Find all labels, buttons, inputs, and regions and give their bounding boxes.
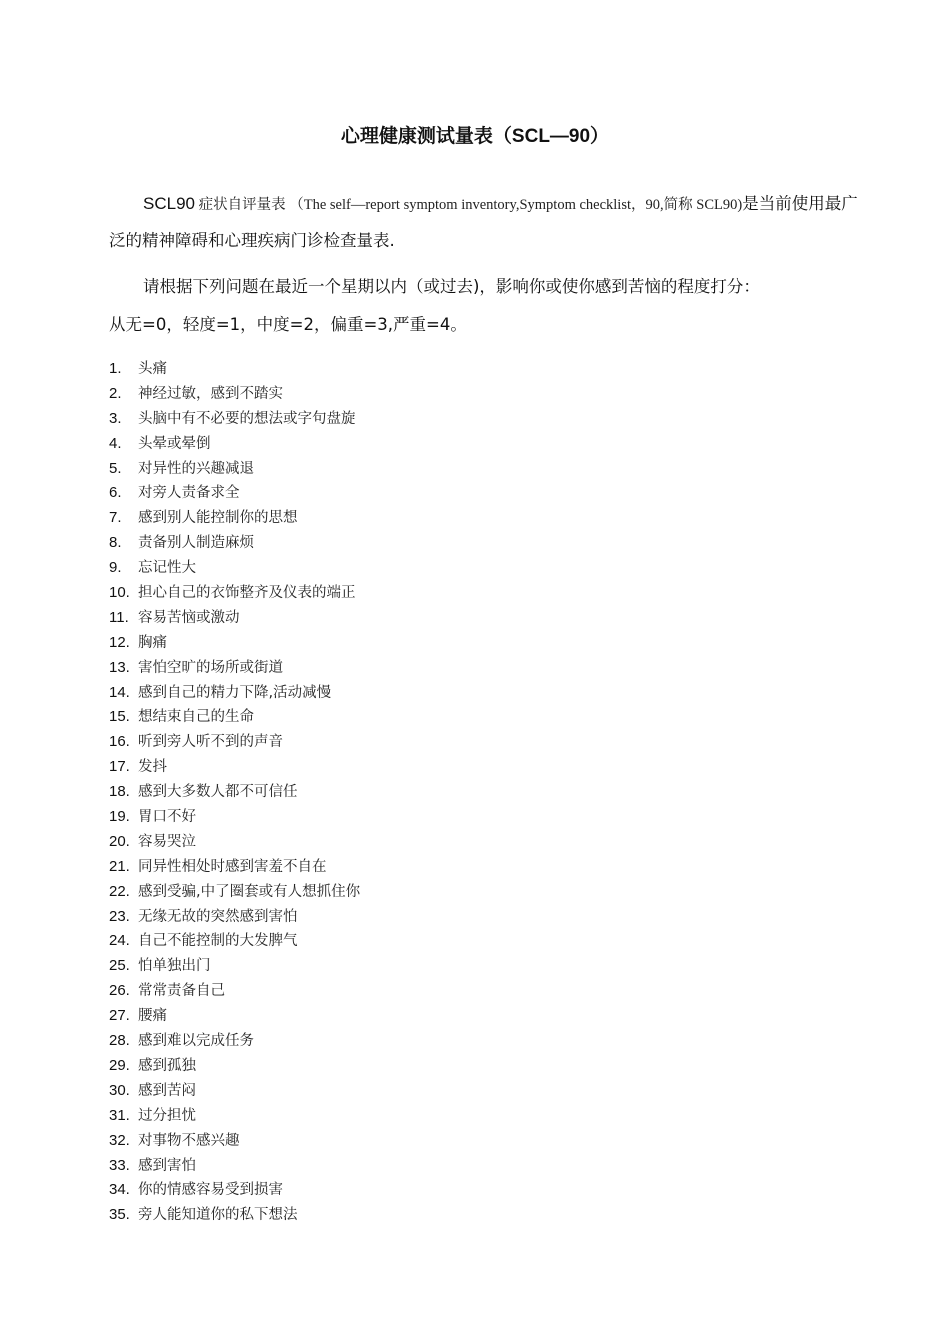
instruction-paragraph bbox=[109, 268, 859, 344]
list-item bbox=[109, 656, 809, 681]
item-text: 容易苦恼或激动 bbox=[138, 609, 240, 626]
item-number: 7. bbox=[109, 509, 122, 527]
item-text: 头痛 bbox=[138, 361, 167, 377]
list-item bbox=[109, 432, 809, 457]
item-text: 感到苦闷 bbox=[138, 1082, 196, 1099]
list-item bbox=[109, 1004, 809, 1029]
list-item bbox=[109, 407, 809, 432]
item-number: 26. bbox=[109, 982, 130, 1000]
item-text: 过分担忧 bbox=[138, 1107, 196, 1124]
intro-paragraph bbox=[109, 186, 859, 259]
item-number: 35. bbox=[109, 1206, 130, 1224]
list-item bbox=[109, 1203, 809, 1228]
item-number: 21. bbox=[109, 857, 130, 875]
list-item bbox=[109, 481, 809, 506]
list-item bbox=[109, 581, 809, 606]
item-text: 发抖 bbox=[138, 759, 167, 776]
list-item bbox=[109, 929, 809, 954]
item-number: 28. bbox=[109, 1032, 130, 1050]
list-item bbox=[109, 531, 809, 556]
item-text: 怕单独出门 bbox=[138, 958, 211, 975]
item-number: 34. bbox=[109, 1181, 130, 1199]
intro-description-cont: 是当前使用最广泛的精神障碍和心理疾病门诊检查量表. bbox=[109, 194, 858, 250]
list-item bbox=[109, 755, 809, 780]
item-text: 同异性相处时感到害羞不自在 bbox=[138, 858, 327, 875]
item-text: 害怕空旷的场所或街道 bbox=[138, 659, 283, 676]
item-number: 14. bbox=[109, 683, 130, 701]
list-item bbox=[109, 855, 809, 880]
item-number: 1. bbox=[109, 360, 122, 377]
item-text: 胃口不好 bbox=[138, 809, 196, 826]
intro-lead: SCL90 bbox=[143, 194, 195, 213]
item-number: 29. bbox=[109, 1056, 130, 1074]
item-number: 5. bbox=[109, 459, 122, 477]
list-item bbox=[109, 681, 809, 706]
list-item bbox=[109, 606, 809, 631]
item-text: 神经过敏，感到不踏实 bbox=[138, 385, 283, 402]
list-item bbox=[109, 805, 809, 830]
list-item bbox=[109, 1154, 809, 1179]
item-text: 头晕或晕倒 bbox=[138, 435, 211, 452]
intro-description: 症状自评量表 （The self—report symptom inventory,Symptom checklist，90,简称 SCL90) bbox=[194, 197, 743, 213]
item-text: 无缘无故的突然感到害怕 bbox=[138, 908, 298, 925]
item-text: 责备别人制造麻烦 bbox=[138, 535, 254, 552]
item-text: 感到孤独 bbox=[138, 1057, 196, 1074]
instruction-line-2: 从无=0，轻度=1，中度=2，偏重=3,严重=4。 bbox=[109, 315, 467, 334]
item-number: 13. bbox=[109, 658, 130, 676]
list-item bbox=[109, 1029, 809, 1054]
list-item bbox=[109, 1079, 809, 1104]
list-item bbox=[109, 954, 809, 979]
list-item bbox=[109, 1054, 809, 1079]
item-text: 忘记性大 bbox=[138, 560, 196, 577]
list-item bbox=[109, 631, 809, 656]
item-number: 9. bbox=[109, 559, 122, 577]
item-number: 25. bbox=[109, 957, 130, 975]
item-number: 19. bbox=[109, 808, 130, 826]
item-number: 4. bbox=[109, 434, 122, 452]
item-number: 8. bbox=[109, 534, 122, 552]
item-text: 想结束自己的生命 bbox=[138, 709, 254, 726]
item-text: 自己不能控制的大发脾气 bbox=[138, 933, 298, 950]
item-text: 听到旁人听不到的声音 bbox=[138, 734, 283, 751]
list-item bbox=[109, 1129, 809, 1154]
item-text: 对旁人责备求全 bbox=[138, 485, 240, 502]
item-text: 感到大多数人都不可信任 bbox=[138, 784, 298, 801]
item-number: 6. bbox=[109, 484, 122, 502]
item-text: 你的情感容易受到损害 bbox=[138, 1182, 283, 1199]
item-number: 15. bbox=[109, 708, 130, 726]
list-item bbox=[109, 705, 809, 730]
list-item bbox=[109, 1104, 809, 1129]
item-text: 旁人能知道你的私下想法 bbox=[138, 1207, 298, 1224]
list-item bbox=[109, 830, 809, 855]
item-number: 22. bbox=[109, 882, 130, 900]
list-item bbox=[109, 780, 809, 805]
item-text: 感到自己的精力下降,活动减慢 bbox=[138, 684, 332, 701]
list-item bbox=[109, 506, 809, 531]
item-number: 11. bbox=[109, 608, 129, 626]
list-item bbox=[109, 382, 809, 407]
item-number: 17. bbox=[109, 758, 130, 776]
list-item bbox=[109, 457, 809, 482]
item-text: 担心自己的衣饰整齐及仪表的端正 bbox=[138, 585, 356, 602]
item-text: 感到难以完成任务 bbox=[138, 1033, 254, 1050]
list-item bbox=[109, 1178, 809, 1203]
item-text: 感到受骗,中了圈套或有人想抓住你 bbox=[138, 883, 361, 900]
list-item bbox=[109, 730, 809, 755]
item-number: 32. bbox=[109, 1131, 130, 1149]
instruction-line-1: 请根据下列问题在最近一个星期以内（或过去)，影响你或使你感到苦恼的程度打分： bbox=[143, 277, 760, 296]
item-text: 感到害怕 bbox=[138, 1157, 196, 1174]
item-text: 常常责备自己 bbox=[138, 983, 225, 1000]
item-number: 2. bbox=[109, 384, 122, 402]
item-text: 胸痛 bbox=[138, 634, 167, 651]
item-text: 对事物不感兴趣 bbox=[138, 1132, 240, 1149]
item-number: 18. bbox=[109, 783, 130, 801]
item-text: 腰痛 bbox=[138, 1008, 167, 1025]
item-number: 30. bbox=[109, 1081, 130, 1099]
list-item bbox=[109, 905, 809, 930]
item-number: 20. bbox=[109, 832, 130, 850]
item-number: 12. bbox=[109, 633, 130, 651]
symptom-list bbox=[109, 357, 809, 1228]
item-number: 10. bbox=[109, 584, 130, 602]
item-text: 感到别人能控制你的思想 bbox=[138, 510, 298, 527]
page-title: 心理健康测试量表（SCL—90） bbox=[340, 126, 610, 147]
list-item bbox=[109, 556, 809, 581]
item-text: 头脑中有不必要的想法或字句盘旋 bbox=[138, 410, 356, 427]
item-number: 27. bbox=[109, 1007, 130, 1025]
item-number: 33. bbox=[109, 1156, 130, 1174]
item-number: 24. bbox=[109, 932, 130, 950]
list-item bbox=[109, 357, 809, 382]
item-text: 对异性的兴趣减退 bbox=[138, 460, 254, 477]
list-item bbox=[109, 979, 809, 1004]
list-item bbox=[109, 880, 809, 905]
item-number: 31. bbox=[109, 1106, 130, 1124]
item-number: 3. bbox=[109, 409, 122, 427]
item-number: 23. bbox=[109, 907, 130, 925]
item-text: 容易哭泣 bbox=[138, 833, 196, 850]
item-number: 16. bbox=[109, 733, 130, 751]
